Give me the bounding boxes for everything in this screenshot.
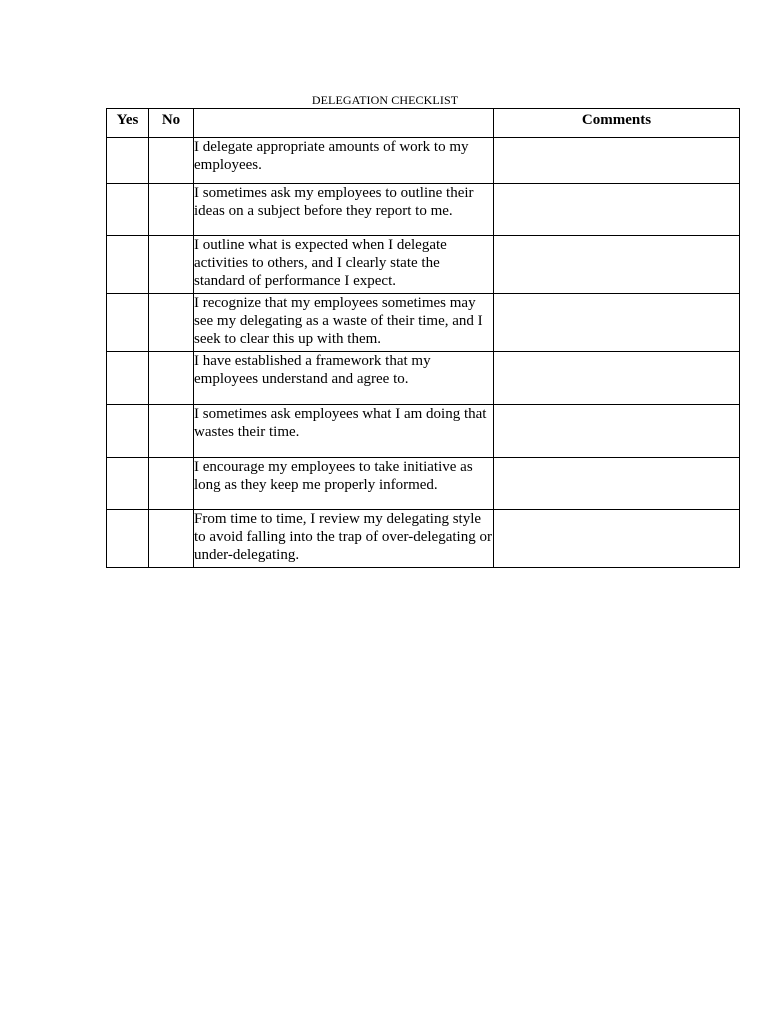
table-row xyxy=(107,184,740,236)
table-row xyxy=(107,510,740,568)
statement-cell: I sometimes ask employees what I am doing that wastes their time. xyxy=(194,405,494,458)
no-cell[interactable] xyxy=(149,352,194,405)
delegation-checklist-table xyxy=(106,108,740,568)
statement-cell: I have established a framework that my employees understand and agree to. xyxy=(194,352,494,405)
document-title: DELEGATION CHECKLIST xyxy=(311,93,459,107)
table-row xyxy=(107,458,740,510)
comments-cell[interactable] xyxy=(494,184,740,236)
statement-cell: I outline what is expected when I delegate activities to others, and I clearly state the standard of performance I expect. xyxy=(194,236,494,294)
table-row xyxy=(107,405,740,458)
comments-cell[interactable] xyxy=(494,236,740,294)
yes-cell[interactable] xyxy=(107,352,149,405)
yes-cell[interactable] xyxy=(107,405,149,458)
comments-cell[interactable] xyxy=(494,405,740,458)
no-cell[interactable] xyxy=(149,405,194,458)
statement-cell: From time to time, I review my delegating style to avoid falling into the trap of over-delegating or under-delegating. xyxy=(194,510,494,568)
statement-cell: I sometimes ask my employees to outline their ideas on a subject before they report to me. xyxy=(194,184,494,236)
yes-cell[interactable] xyxy=(107,458,149,510)
table-row xyxy=(107,138,740,184)
comments-cell[interactable] xyxy=(494,458,740,510)
comments-cell[interactable] xyxy=(494,294,740,352)
no-cell[interactable] xyxy=(149,458,194,510)
statement-cell: I delegate appropriate amounts of work to my employees. xyxy=(194,138,494,184)
statement-cell: I encourage my employees to take initiative as long as they keep me properly informed. xyxy=(194,458,494,510)
yes-cell[interactable] xyxy=(107,184,149,236)
header-yes: Yes xyxy=(107,109,149,138)
statement-cell: I recognize that my employees sometimes may see my delegating as a waste of their time, and I seek to clear this up with them. xyxy=(194,294,494,352)
comments-cell[interactable] xyxy=(494,138,740,184)
table-row xyxy=(107,294,740,352)
no-cell[interactable] xyxy=(149,510,194,568)
table-header-row xyxy=(107,109,740,138)
yes-cell[interactable] xyxy=(107,510,149,568)
header-comments: Comments xyxy=(494,109,740,138)
table-row xyxy=(107,236,740,294)
table-row xyxy=(107,352,740,405)
comments-cell[interactable] xyxy=(494,352,740,405)
no-cell[interactable] xyxy=(149,294,194,352)
header-statement xyxy=(194,109,494,138)
yes-cell[interactable] xyxy=(107,294,149,352)
comments-cell[interactable] xyxy=(494,510,740,568)
no-cell[interactable] xyxy=(149,236,194,294)
no-cell[interactable] xyxy=(149,138,194,184)
yes-cell[interactable] xyxy=(107,236,149,294)
yes-cell[interactable] xyxy=(107,138,149,184)
header-no: No xyxy=(149,109,194,138)
no-cell[interactable] xyxy=(149,184,194,236)
